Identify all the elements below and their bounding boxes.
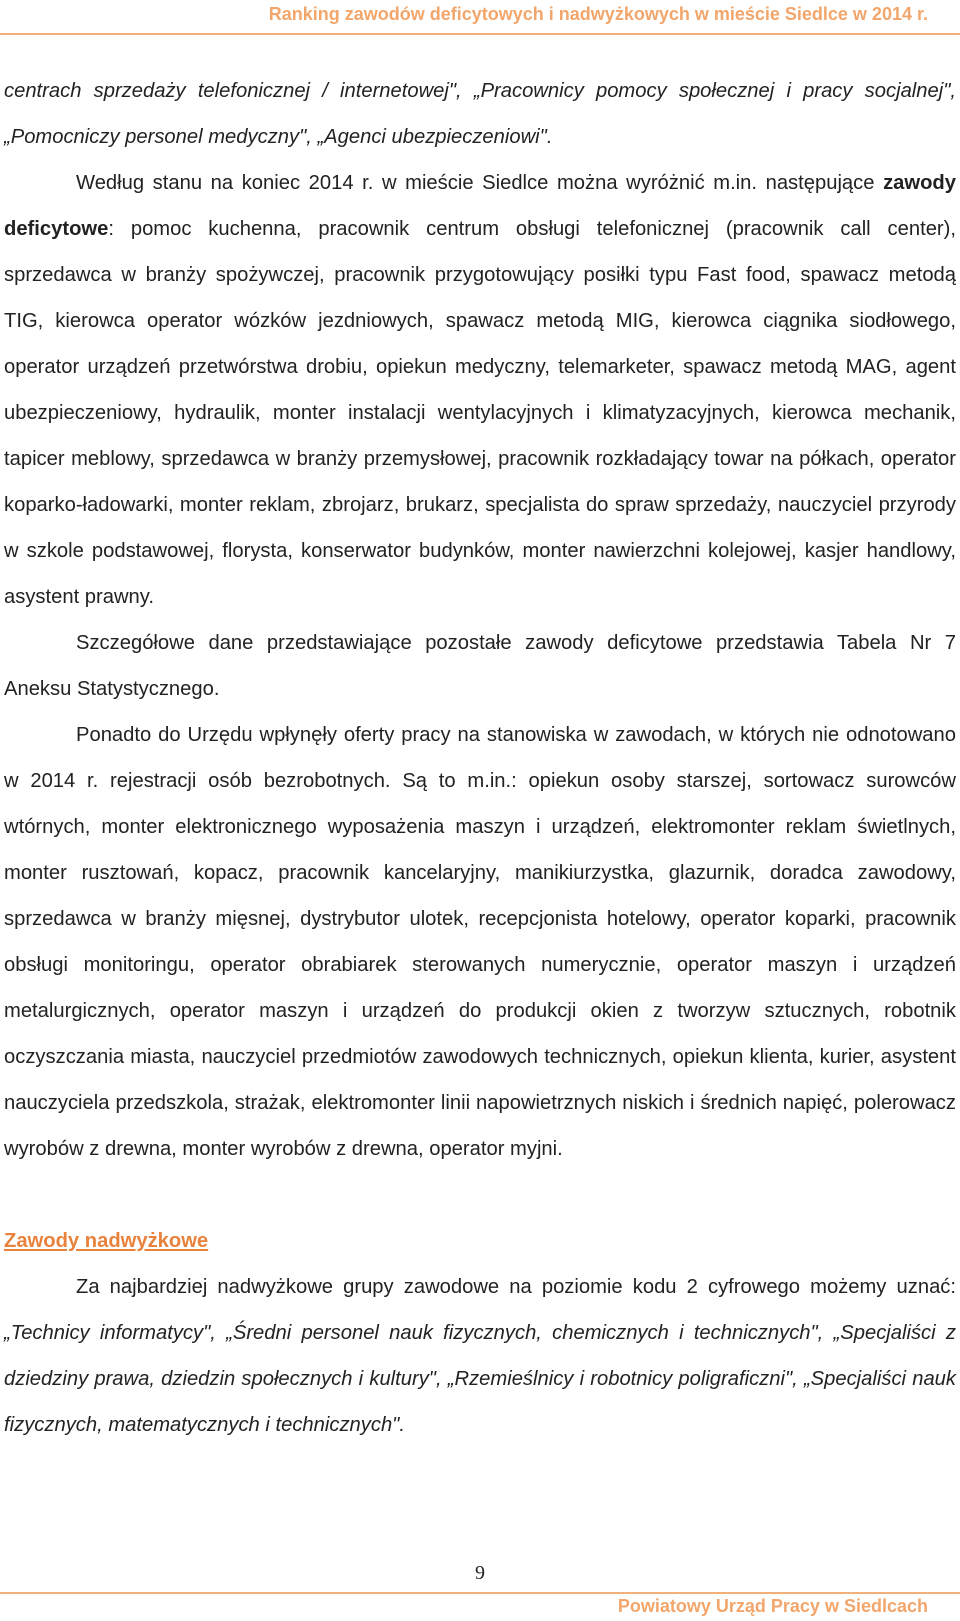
deficit-list-text: : pomoc kuchenna, pracownik centrum obsługi telefonicznej (pracownik call center), sprzedawca w branży spożywczej, pracownik przygotowujący posiłki typu Fast food, spawacz metodą TIG, kierowca operator wózków jezdniowych, spawacz metodą MIG, kierowca ciągnika siodłowego, operator urządzeń przetwórstwa drobiu, opiekun medyczny, telemarketer, spawacz metodą MAG, agent ubezpieczeniowy, hydraulik, monter instalacji wentylacyjnych i klimatyzacyjnych, kierowca mechanik, tapicer meblowy, sprzedawca w branży przemysłowej, pracownik rozkładający towar na półkach, operator koparko-ładowarki, monter reklam, zbrojarz, brukarz, specjalista do spraw sprzedaży, nauczyciel przyrody w szkole podstawowej, florysta, konserwator budynków, monter nawierzchni kolejowej, kasjer handlowy, asystent prawny. <box>4 218 956 608</box>
section-heading-surplus: Zawody nadwyżkowe <box>4 1230 209 1252</box>
document-body <box>4 68 956 1448</box>
paragraph-table-reference: Szczegółowe dane przedstawiające pozostałe zawody deficytowe przedstawia Tabela Nr 7 Aneksu Statystycznego. <box>4 632 956 700</box>
section-spacer <box>4 1172 956 1218</box>
surplus-intro-text: Za najbardziej nadwyżkowe grupy zawodowe na poziomie kodu 2 cyfrowego możemy uznać: <box>76 1276 956 1298</box>
header-title: Ranking zawodów deficytowych i nadwyżkowych w mieście Siedlce w 2014 r. <box>268 4 928 24</box>
deficit-intro-text: Według stanu na koniec 2014 r. w mieście Siedlce można wyróżnić m.in. następujące <box>76 172 884 194</box>
footer-title: Powiatowy Urząd Pracy w Siedlcach <box>617 1596 928 1616</box>
paragraph-deficit-occupations <box>4 160 956 620</box>
surplus-groups-italic: „Technicy informatycy", „Średni personel nauk fizycznych, chemicznych i technicznych", „Specjaliści z dziedziny prawa, dziedzin społecznych i kultury", „Rzemieślnicy i robotnicy poligraficzni", „Specjaliści nauk fizycznych, matematycznych i technicznych". <box>4 1322 956 1436</box>
paragraph-occupation-groups: centrach sprzedaży telefonicznej / internetowej", „Pracownicy pomocy społecznej i pracy socjalnej", „Pomocniczy personel medyczny", „Agenci ubezpieczeniowi". <box>4 80 956 148</box>
page-number: 9 <box>475 1562 485 1584</box>
deficit-term-bold: zawody deficytowe <box>4 172 956 240</box>
paragraph-unregistered-occupations: Ponadto do Urzędu wpłynęły oferty pracy na stanowiska w zawodach, w których nie odnotowano w 2014 r. rejestracji osób bezrobotnych. Są to m.in.: opiekun osoby starszej, sortowacz surowców wtórnych, monter elektronicznego wyposażenia maszyn i urządzeń, elektromonter reklam świetlnych, monter rusztowań, kopacz, pracownik kancelaryjny, manikiurzystka, glazurnik, doradca zawodowy, sprzedawca w branży mięsnej, dystrybutor ulotek, recepcjonista hotelowy, operator koparki, pracownik obsługi monitoringu, operator obrabiarek sterowanych numerycznie, operator maszyn i urządzeń metalurgicznych, operator maszyn i urządzeń do produkcji okien z tworzyw sztucznych, robotnik oczyszczania miasta, nauczyciel przedmiotów zawodowych technicznych, opiekun klienta, kurier, asystent nauczyciela przedszkola, strażak, elektromonter linii napowietrznych niskich i średnich napięć, polerowacz wyrobów z drewna, monter wyrobów z drewna, operator myjni. <box>4 724 956 1160</box>
header-divider <box>0 33 960 35</box>
footer-divider <box>0 1592 960 1594</box>
paragraph-surplus-groups <box>4 1264 956 1448</box>
